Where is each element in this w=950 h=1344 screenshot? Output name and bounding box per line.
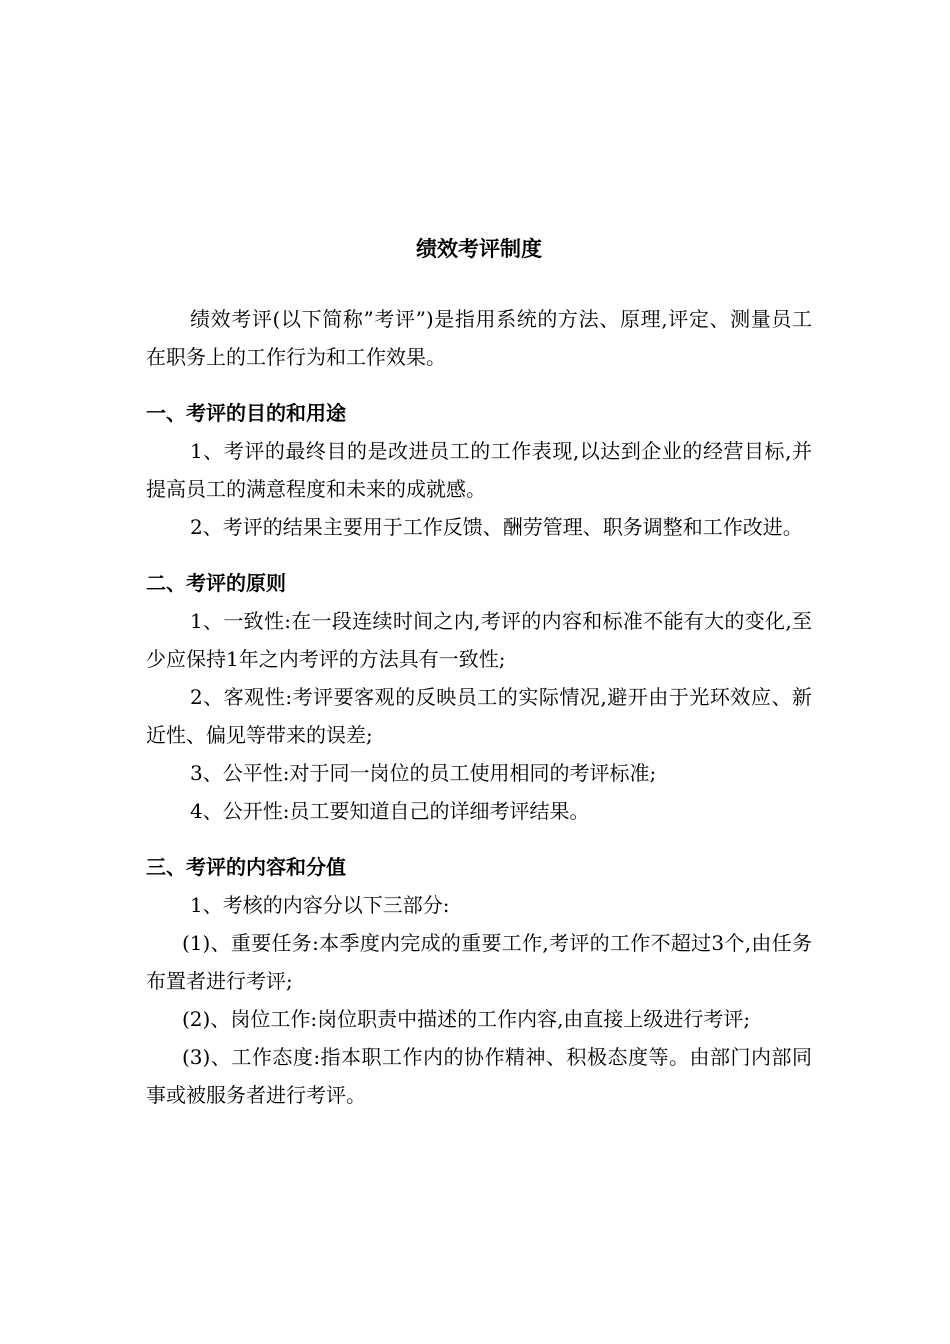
principle-item-4: 4、公开性:员工要知道自己的详细考评结果。 (190, 799, 590, 823)
principle-item-2: 2、客观性:考评要客观的反映员工的实际情况,避开由于光环效应、新近性、偏见等带来的误差; (146, 685, 812, 747)
document-title: 绩效考评制度 (416, 237, 542, 261)
purpose-item-1: 1、考评的最终目的是改进员工的工作表现,以达到企业的经营目标,并提高员工的满意程度和未来的成就感。 (146, 439, 812, 501)
purpose-item-2: 2、考评的结果主要用于工作反馈、酬劳管理、职务调整和工作改进。 (190, 515, 803, 539)
section-heading-purpose: 一、考评的目的和用途 (146, 401, 346, 425)
content-item-4: (3)、工作态度:指本职工作内的协作精神、积极态度等。由部门内部同事或被服务者进行考评。 (146, 1045, 812, 1107)
content-item-1: 1、考核的内容分以下三部分: (190, 893, 450, 917)
section-heading-principles: 二、考评的原则 (146, 571, 286, 595)
content-item-2: (1)、重要任务:本季度内完成的重要工作,考评的工作不超过3个,由任务布置者进行考评; (146, 931, 812, 993)
intro-paragraph: 绩效考评(以下简称”考评”)是指用系统的方法、原理,评定、测量员工在职务上的工作行为和工作效果。 (146, 307, 812, 369)
content-item-3: (2)、岗位工作:岗位职责中描述的工作内容,由直接上级进行考评; (182, 1007, 751, 1031)
section-heading-content: 三、考评的内容和分值 (146, 855, 346, 879)
principle-item-3: 3、公平性:对于同一岗位的员工使用相同的考评标准; (190, 761, 657, 785)
principle-item-1: 1、一致性:在一段连续时间之内,考评的内容和标准不能有大的变化,至少应保持1年之内考评的方法具有一致性; (146, 609, 812, 671)
document-page (146, 232, 812, 1114)
